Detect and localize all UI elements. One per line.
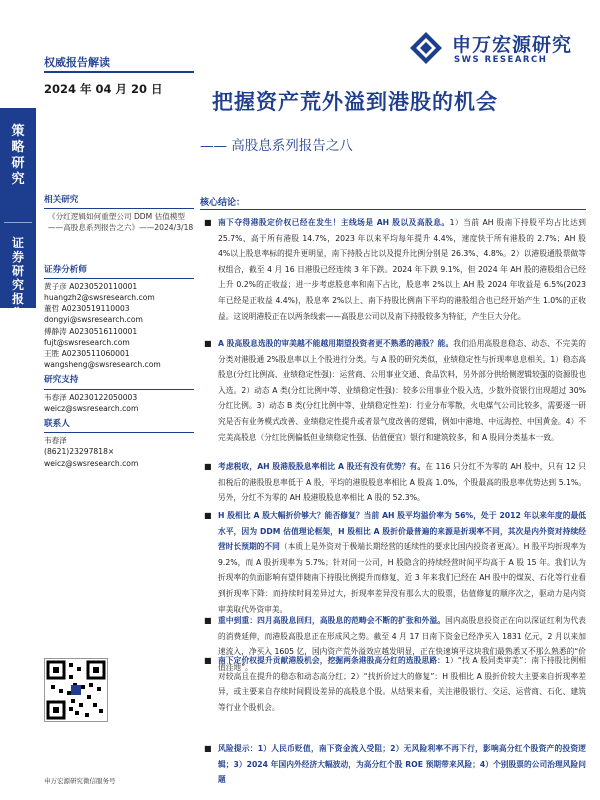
logo-mark-icon [406, 28, 446, 68]
contact-heading: 联系人 [44, 419, 70, 430]
logo-text-cn: 申万宏源研究 [452, 34, 573, 56]
footer-note: 申万宏源研究微信服务号 [44, 777, 116, 785]
qr-code [44, 658, 108, 722]
side-divider [4, 222, 32, 223]
bullet-icon: ■ [204, 462, 212, 471]
conclusion-point [200, 653, 586, 715]
related-research-heading: 相关研究 [44, 195, 79, 205]
bullet-icon: ■ [204, 616, 212, 625]
bullet-icon: ■ [204, 656, 212, 665]
conclusion-point [200, 215, 586, 324]
analyst-email[interactable]: wangsheng@swsresearch.com [44, 360, 161, 370]
side-report-type: 策略研究 [11, 124, 25, 187]
page-title: 把握资产荒外溢到港股的机会 [212, 90, 498, 114]
analyst-email[interactable]: dongyi@swsresearch.com [44, 315, 143, 325]
analyst-name: 傅静涛 A0230516110001 [44, 326, 138, 336]
contact-name: 韦春泽 [44, 436, 67, 446]
report-date: 2024 年 04 月 20 日 [44, 82, 163, 96]
conclusion-point [200, 459, 586, 506]
logo-text-en: SWS RESEARCH [454, 55, 548, 65]
conclusion-point [200, 508, 586, 617]
analyst-name: 黄子彦 A0230520110001 [44, 281, 138, 291]
bullet-icon: ■ [204, 218, 212, 227]
header-divider [44, 71, 194, 73]
point-body: 1）“找 A 股同类审美”：南下持股比例相对较高且在提升的稳态和动态高分红；2）“找折价过大的修复”：H 股相比 A 股折价较大主要来自折现率差异，或主要来自存续时间假设差异的高股息个股。从结果来看，关注港股银行、交运、运营商、石化、建筑等行业个股机会。 [218, 656, 586, 712]
contact-phone: (8621)23297818× [44, 447, 115, 457]
section-divider [44, 432, 194, 433]
bullet-icon: ■ [204, 511, 212, 520]
section-divider [200, 209, 586, 210]
section-divider [44, 278, 194, 279]
point-body: 我们沿用高股息稳态、动态、不完美的分类对港股通 2%股息率以上个股进行分类。与 A 股的研究类似，业绩稳定性与折现率息息相关。1）稳态高股息(分红比例高、业绩稳定性强)：运营商、公用事业交通、食品饮料，另外部分供给侧逻辑较强的资源股也入选。2）动态 A 类(分红比例中等、业绩稳定性强)：较多公用事业个股入选，少数外资银行出现超过 30%分红比例。3）动态 B 类(分红比例中等、业绩稳定性差)：行业分布零散，火电煤气公司比较多，需要逐一研究是否有业务模式改善、业绩稳定性提升或者景气度改善的逻辑，例如中港地、中远海控、中国黄金。4）不完美高股息（分红比例偏低但业绩稳定性强、估值便宜）银行和建筑较多，和 A 股同分类基本一致。 [218, 339, 586, 442]
qr-code-icon [45, 659, 107, 721]
point-body: 1）当前 AH 股南下持股平均占比达到 25.7%、高于所有港股 14.7%，2023 年以来平均每年提升 4.4%，速度快于所有港股的 2.7%；AH 股 4%以上股息率标的提升更明显，南下持股占比以及提升比例分别是 26.3%、4.8%。2）以港股通股票做等权组合，截至 4 月 16 日港股已经连续 3 年下跌。2024 年下跌 9.1%，但 2024 年 AH 股的港股组合已经上升 0.2%的正收益；进一步考虑股息率和南下占比，股息率 2%以上 AH 股 2024 年收益是 6.5%(2023 年已经是正收益 4.4%)，股息率 2%以上、南下持股比例南下平均的港股组合也已经开始产生 1.0%的正收益。这说明港股正在以两条线索——高股息公司以及南下持股较多为特征，产生巨大分化。 [218, 218, 586, 321]
point-lead: 风险提示：1）人民币贬值，南下资金流入受阻；2）无风险利率不再下行，影响高分红个股资产的投资逻辑；3）2024 年国内外经济大幅波动，为高分红个股 ROE 预期带来风险；4）个别股票的公司治理风险问题 [218, 744, 586, 785]
point-body: （本质上是外资对于极端长期经营的延续性的要求比国内投资者更高）。H 股平均折现率为 9.2%，而 A 股折现率为 5.7%；针对同一公司，H 股隐含的持续经营时间平均高于 A 股 15 年。我们认为折现率的负面影响有望伴随南下持股比例提升而修复，近 3 年来我们已经在 AH 股中的煤炭、石化等行业看到折现率下降：而持续时间差异过大，折现率差异没有那么大的股票，估值修复的顺序次之，驱动力是内资审美取代外资审美。 [218, 542, 586, 614]
assistant-name: 韦春泽 A0230122050003 [44, 392, 138, 402]
analyst-name: 董哲 A0230519110003 [44, 304, 130, 314]
side-industry-label: 证券研究报告 [11, 236, 24, 320]
point-lead: 考虑税收，AH 股港股股息率相比 A 股还有没有优势？有。 [218, 462, 426, 471]
point-lead: H 股相比 A 股大幅折价够大？能否修复？当前 AH 股平均溢价率为 56%，处于 2012 年以来年度的最低水平，因为 DDM 估值理论框架，H 股相比 A 股折价最普遍的来源是折现率不同，其次是内外资对持续经营时长预期的不同 [218, 511, 586, 552]
point-body: 在 116 只分红不为零的 AH 股中，只有 12 只扣税后的港股股息率低于 A 股，平均的港股股息率相比 A 股高 1.0%，个股最高的股息率优势达到 5.1%。另外，分红不为零的 AH 股港股股息率相比 A 股的 52.3%。 [218, 462, 586, 503]
analyst-email[interactable]: huangzh2@swsresearch.com [44, 293, 155, 303]
point-lead: 重中到重：四月高股息回归，高股息的范畴会不断的扩张和外溢。 [218, 616, 446, 625]
analysts-heading: 证券分析师 [44, 264, 87, 275]
related-research-item[interactable]: 《分红逻辑如何重塑公司 DDM 估值模型——高股息系列报告之六》——2024/3/18 [48, 212, 194, 233]
report-category-label: 权威报告解读 [44, 56, 110, 69]
page-subtitle: —— 高股息系列报告之八 [200, 138, 353, 154]
analyst-email[interactable]: fujt@swsresearch.com [44, 337, 130, 347]
point-body: 国内高股息投资正在向以深证红利为代表的消费延伸，而港股高股息正在形成风之势。截至 4 月 17 日南下资金已经净买入 1831 亿元，2 月以来加速流入，净买入 1605 亿，国内资产荒外溢效应越发明显，正在快速填平这块我们最熟悉又不那么熟悉的“价值洼地”。 [218, 616, 586, 672]
contact-email[interactable]: weicz@swsresearch.com [44, 458, 139, 468]
bullet-icon: ■ [204, 339, 212, 348]
section-divider [44, 208, 194, 209]
core-conclusions-heading: 核心结论： [200, 198, 246, 208]
bullet-icon: ■ [204, 744, 212, 753]
point-lead: A 股高股息选股的审美越不能越用期望投资者更不熟悉的港股？能。 [218, 339, 454, 348]
assistant-email[interactable]: weicz@swsresearch.com [44, 403, 139, 413]
conclusion-point [200, 336, 586, 445]
company-logo [404, 26, 574, 72]
conclusion-point [200, 741, 586, 788]
analyst-name: 王胜 A0230511060001 [44, 349, 130, 359]
left-column [44, 190, 194, 469]
point-lead: 南下定价权提升贡献港股机会，挖掘两条港股高分红的选股思路： [218, 656, 445, 665]
research-support-heading: 研究支持 [44, 375, 79, 386]
section-divider [44, 389, 194, 390]
point-lead: 南下夺得港股定价权已经在发生！主线场是 AH 股以及高股息。 [218, 218, 450, 227]
